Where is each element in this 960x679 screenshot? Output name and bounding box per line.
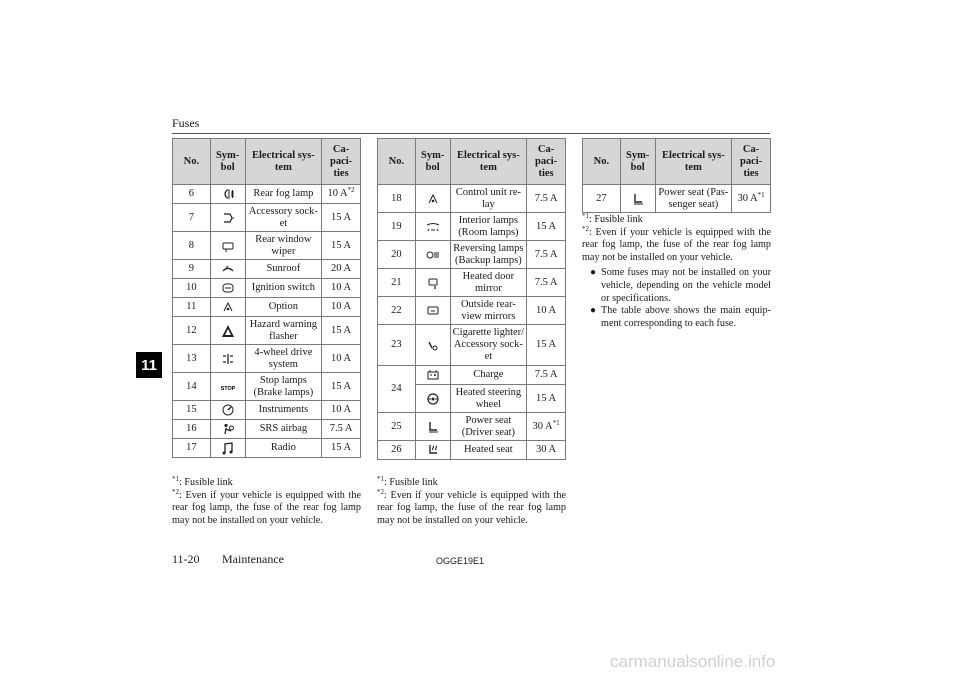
hazard-warning-icon: [213, 324, 243, 338]
accessory-socket-icon: [213, 211, 243, 225]
rear-window-wiper-icon: [213, 239, 243, 253]
fuse-number: 27: [583, 185, 621, 213]
option-icon: [213, 300, 243, 314]
fuse-capacity: 7.5 A: [527, 241, 566, 269]
reversing-lamps-icon: [418, 248, 448, 262]
fuse-system: Power seat (Driver seat): [450, 413, 527, 441]
fuse-system: Radio: [245, 439, 322, 458]
fuse-row: [173, 317, 361, 345]
fuse-capacity: 7.5 A: [527, 185, 566, 213]
fuse-number: 23: [378, 325, 416, 366]
col-symbol: Sym-bol: [210, 139, 245, 185]
ignition-switch-icon: [213, 281, 243, 295]
fuse-symbol: [210, 298, 245, 317]
fuse-system: Instruments: [245, 401, 322, 420]
col-capacity: Ca-paci-ties: [732, 139, 771, 185]
fuse-number: 20: [378, 241, 416, 269]
fuse-number: 6: [173, 185, 211, 204]
footnote-ref: *1: [757, 190, 765, 199]
fuse-symbol: [210, 345, 245, 373]
footnote-1: $^{*1}$: Fusible link: [582, 212, 643, 225]
fuse-system: Rear fog lamp: [245, 185, 322, 204]
heated-seat-icon: [418, 443, 448, 457]
fuse-capacity: 15 A: [322, 373, 361, 401]
bullet-dot-icon: ●: [590, 267, 597, 279]
fuse-number: 22: [378, 297, 416, 325]
fuse-number: 15: [173, 401, 211, 420]
power-seat-driver-icon: [418, 420, 448, 434]
fuse-symbol: [210, 420, 245, 439]
footnote-1: $^{*1}$: Fusible link: [377, 475, 438, 488]
footnote-ref: *2: [347, 186, 355, 194]
fuse-row: [378, 441, 566, 460]
col-no: No.: [583, 139, 621, 185]
fuse-row: [173, 373, 361, 401]
col-capacity: Ca-paci-ties: [527, 139, 566, 185]
fuse-system: Option: [245, 298, 322, 317]
fuse-capacity: 15 A: [322, 232, 361, 260]
fuse-capacity: 7.5 A: [322, 420, 361, 439]
fuse-system: Heated steering wheel: [450, 385, 527, 413]
fuse-capacity: 15 A: [527, 385, 566, 413]
fuse-system: Control unit re-lay: [450, 185, 527, 213]
bullet-dot-icon: ●: [590, 305, 597, 317]
power-seat-passenger-icon: [623, 192, 653, 206]
fuse-symbol: [210, 279, 245, 298]
footnote-2: $^{*2}$: Even if your vehicle is equipped with the rear fog lamp, the fuse of the rear fog lamp may not be installed on your vehicle.: [377, 487, 566, 526]
chapter-tab-marker: 11: [136, 352, 162, 378]
fuse-system: Stop lamps (Brake lamps): [245, 373, 322, 401]
footnotes-2: [377, 477, 566, 527]
fuse-symbol: [415, 269, 450, 297]
header-rule: [172, 133, 770, 134]
fuse-system: SRS airbag: [245, 420, 322, 439]
fuse-system: Charge: [450, 366, 527, 385]
fuse-capacity: 10 A: [322, 345, 361, 373]
fuse-system: Heated seat: [450, 441, 527, 460]
instruments-icon: [213, 403, 243, 417]
fuse-number: 24: [378, 366, 416, 413]
fuse-row: [378, 269, 566, 297]
fuse-number: 21: [378, 269, 416, 297]
4wd-system-icon: [213, 352, 243, 366]
footer-section: Maintenance: [222, 552, 284, 566]
footnotes-1: [172, 477, 361, 527]
fuse-row: [173, 298, 361, 317]
fuse-number: 16: [173, 420, 211, 439]
col-system: Electrical sys-tem: [245, 139, 322, 185]
fuse-row: [173, 439, 361, 458]
fuse-system: Power seat (Pas-senger seat): [655, 185, 732, 213]
footnote-1: $^{*1}$: Fusible link: [172, 475, 233, 488]
fuse-table-3: [582, 138, 771, 213]
fuse-capacity: 7.5 A: [527, 269, 566, 297]
fuse-capacity: 10 $A^{*2}$: [322, 185, 361, 204]
fuse-capacity: 10 A: [322, 279, 361, 298]
col-no: No.: [378, 139, 416, 185]
fuse-number: 11: [173, 298, 211, 317]
fuse-capacity: 15 A: [527, 325, 566, 366]
fuse-row: [583, 185, 771, 213]
col-symbol: Sym-bol: [415, 139, 450, 185]
control-unit-relay-icon: [418, 192, 448, 206]
fuse-system: Cigarette lighter/ Accessory sock-et: [450, 325, 527, 366]
col-no: No.: [173, 139, 211, 185]
fuse-row: [173, 345, 361, 373]
fuse-capacity: 30 A: [527, 441, 566, 460]
fuse-row: [378, 241, 566, 269]
fuse-system: Reversing lamps (Backup lamps): [450, 241, 527, 269]
fuse-row: [173, 401, 361, 420]
fuse-system: Hazard warning flasher: [245, 317, 322, 345]
fuse-number: 14: [173, 373, 211, 401]
fuse-row: [173, 232, 361, 260]
fuse-symbol: [620, 185, 655, 213]
srs-airbag-icon: [213, 422, 243, 436]
fuse-symbol: [415, 413, 450, 441]
fuse-capacity: 15 A: [322, 439, 361, 458]
fuse-row: [378, 185, 566, 213]
footnote-2: $^{*2}$: Even if your vehicle is equipped with the rear fog lamp, the fuse of the rear fog lamp may not be installed on your vehicle.: [172, 487, 361, 526]
fuse-number: 26: [378, 441, 416, 460]
fuse-row: [378, 325, 566, 366]
section-title: Fuses: [172, 116, 200, 130]
fuse-row: [173, 204, 361, 232]
fuse-system: Ignition switch: [245, 279, 322, 298]
footnotes-3: [582, 214, 771, 330]
fuse-number: 13: [173, 345, 211, 373]
fuse-capacity: 20 A: [322, 260, 361, 279]
cigarette-lighter-icon: [418, 338, 448, 352]
fuse-symbol: [210, 401, 245, 420]
fuse-number: 9: [173, 260, 211, 279]
fuse-capacity: 30 $A^{*1}$: [732, 185, 771, 213]
fuse-row: [378, 213, 566, 241]
fuse-table-2: [377, 138, 566, 460]
fuse-capacity: 10 A: [322, 401, 361, 420]
interior-lamps-icon: [418, 220, 448, 234]
footnote-2: $^{*2}$: Even if your vehicle is equipped with the rear fog lamp, the fuse of the rear fog lamp may not be installed on your vehicle.: [582, 224, 771, 263]
rear-fog-lamp-icon: [213, 187, 243, 201]
col-system: Electrical sys-tem: [655, 139, 732, 185]
fuse-symbol: [415, 241, 450, 269]
fuse-system: Outside rear-view mirrors: [450, 297, 527, 325]
col-system: Electrical sys-tem: [450, 139, 527, 185]
fuse-number: 18: [378, 185, 416, 213]
fuse-symbol: [415, 385, 450, 413]
fuse-capacity: 30 $A^{*1}$: [527, 413, 566, 441]
heated-door-mirror-icon: [418, 276, 448, 290]
fuse-row: [378, 366, 566, 385]
heated-steering-wheel-icon: [418, 392, 448, 406]
fuse-capacity: 15 A: [322, 317, 361, 345]
fuse-number: 17: [173, 439, 211, 458]
fuse-symbol: [210, 260, 245, 279]
fuse-system: Sunroof: [245, 260, 322, 279]
fuse-table-1: [172, 138, 361, 458]
fuse-row: [173, 279, 361, 298]
fuse-symbol: [210, 204, 245, 232]
fuse-system: 4-wheel drive system: [245, 345, 322, 373]
fuse-number: 8: [173, 232, 211, 260]
fuse-number: 10: [173, 279, 211, 298]
fuse-symbol: [415, 297, 450, 325]
fuse-number: 25: [378, 413, 416, 441]
fuse-symbol: [415, 213, 450, 241]
page-number: 11-20: [172, 552, 200, 566]
fuse-symbol: [415, 441, 450, 460]
svg-text:STOP: STOP: [220, 385, 235, 392]
fuse-system: Interior lamps (Room lamps): [450, 213, 527, 241]
fuse-number: 12: [173, 317, 211, 345]
doc-code: OGGE19E1: [436, 556, 485, 566]
col-symbol: Sym-bol: [620, 139, 655, 185]
fuse-symbol: [210, 232, 245, 260]
outside-rear-view-mirrors-icon: [418, 304, 448, 318]
fuse-system: Heated door mirror: [450, 269, 527, 297]
footnote-ref: *1: [552, 418, 560, 427]
fuse-row: [173, 260, 361, 279]
stop-lamps-icon: [213, 380, 243, 394]
fuse-capacity: 15 A: [527, 213, 566, 241]
radio-icon: [213, 441, 243, 455]
fuse-number: 7: [173, 204, 211, 232]
fuse-capacity: 15 A: [322, 204, 361, 232]
fuse-row: [378, 297, 566, 325]
fuse-system: Accessory sock-et: [245, 204, 322, 232]
fuse-number: 19: [378, 213, 416, 241]
fuse-row: [173, 420, 361, 439]
watermark: carmanualsonline.info: [610, 652, 776, 671]
fuse-symbol: [210, 317, 245, 345]
fuse-symbol: [210, 185, 245, 204]
fuse-symbol: [210, 439, 245, 458]
sunroof-icon: [213, 262, 243, 276]
fuse-capacity: 10 A: [322, 298, 361, 317]
bullet-item: ● Some fuses may not be installed on your vehicle, depending on the vehicle model or specifications.: [590, 267, 771, 304]
charge-battery-icon: [418, 368, 448, 382]
fuse-row: [378, 413, 566, 441]
bullet-item: ● The table above shows the main equip-ment corresponding to each fuse.: [590, 305, 771, 329]
fuse-symbol: [415, 185, 450, 213]
fuse-symbol: [210, 373, 245, 401]
fuse-capacity: 10 A: [527, 297, 566, 325]
fuse-row: [173, 185, 361, 204]
col-capacity: Ca-paci-ties: [322, 139, 361, 185]
fuse-symbol: [415, 366, 450, 385]
fuse-capacity: 7.5 A: [527, 366, 566, 385]
fuse-symbol: [415, 325, 450, 366]
fuse-system: Rear window wiper: [245, 232, 322, 260]
